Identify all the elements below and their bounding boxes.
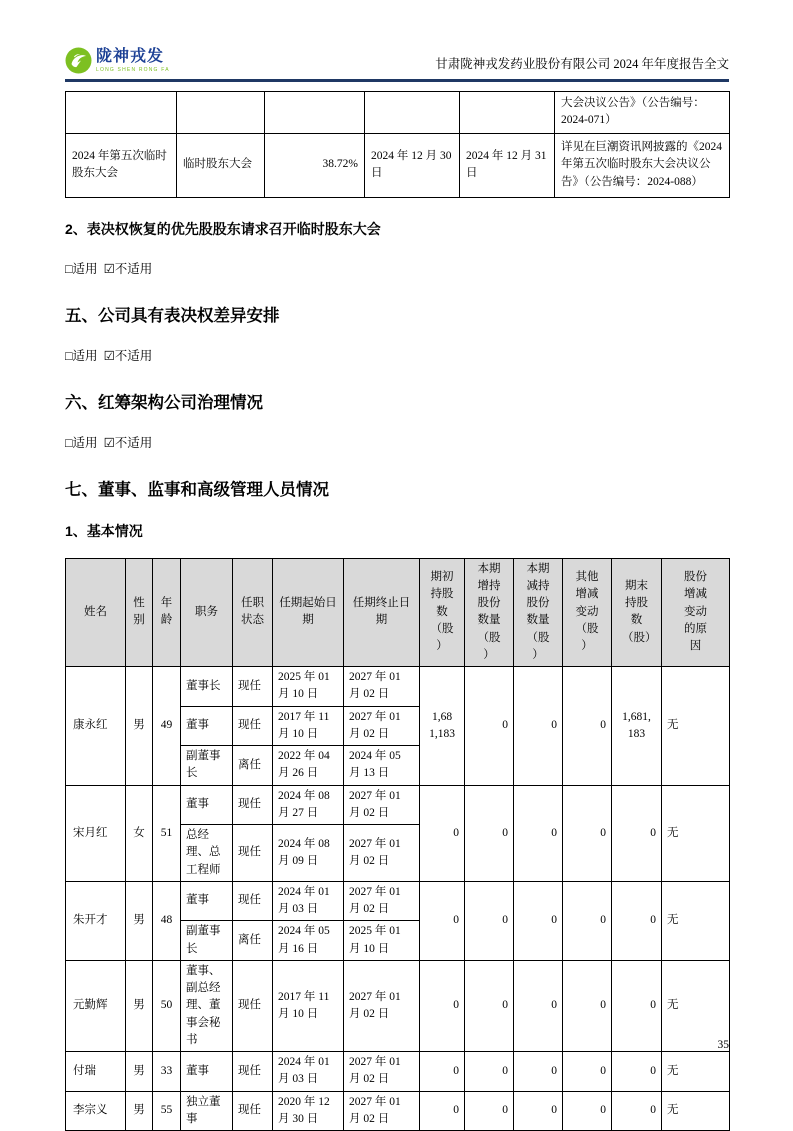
table-row-person (66, 1052, 730, 1092)
cell-status: 现任 (233, 825, 273, 882)
cell-change-reason: 无 (662, 1052, 730, 1092)
column-header: 任职状态 (233, 558, 273, 667)
cell-shares-begin: 0 (420, 1091, 465, 1131)
cell-name: 元勤辉 (66, 960, 126, 1051)
column-header: 性别 (126, 558, 153, 667)
cell-shares-end: 0 (612, 1091, 662, 1131)
cell-term-start: 2024 年 05 月 16 日 (273, 921, 344, 961)
cell-term-start: 2024 年 08 月 09 日 (273, 825, 344, 882)
cell-gender: 男 (126, 667, 153, 786)
cell-status: 现任 (233, 1091, 273, 1131)
cell-shares-decrease: 0 (514, 1052, 563, 1092)
cell-shares-begin: 0 (420, 1052, 465, 1092)
cell-empty (460, 92, 555, 134)
cell-title: 副董事长 (181, 746, 233, 786)
cell-gender: 女 (126, 785, 153, 881)
table-row-person (66, 667, 730, 707)
cell-empty (265, 92, 365, 134)
applicability-line (65, 346, 729, 364)
cell-change-reason: 无 (662, 785, 730, 881)
cell-status: 现任 (233, 706, 273, 746)
cell-shares-begin: 0 (420, 960, 465, 1051)
applicability-option-not-applicable: ☑不适用 (104, 262, 153, 276)
directors-table-header-row (66, 558, 730, 667)
cell-disclosure: 详见在巨潮资讯网披露的《2024 年第五次临时股东大会决议公告》（公告编号：2024-088） (555, 133, 730, 197)
cell-term-start: 2020 年 12 月 30 日 (273, 1091, 344, 1131)
cell-shares-increase: 0 (465, 1052, 514, 1092)
cell-term-start: 2025 年 01 月 10 日 (273, 667, 344, 707)
column-header: 股份增减变动的原因 (662, 558, 730, 667)
cell-name: 宋月红 (66, 785, 126, 881)
cell-shares-end: 0 (612, 785, 662, 881)
applicability-line (65, 259, 729, 277)
cell-status: 现任 (233, 1052, 273, 1092)
cell-term-end: 2027 年 01 月 02 日 (344, 960, 420, 1051)
cell-change-reason: 无 (662, 667, 730, 786)
cell-shares-begin: 0 (420, 785, 465, 881)
cell-term-end: 2027 年 01 月 02 日 (344, 1091, 420, 1131)
cell-status: 现任 (233, 881, 273, 921)
directors-table (65, 558, 730, 1131)
report-title: 甘肃陇神戎发药业股份有限公司 2024 年年度报告全文 (435, 57, 729, 74)
cell-name: 李宗义 (66, 1091, 126, 1131)
cell-shares-other: 0 (563, 1052, 612, 1092)
table-row-meeting (66, 133, 730, 197)
cell-shares-increase: 0 (465, 667, 514, 786)
cell-term-start: 2024 年 08 月 27 日 (273, 785, 344, 825)
cell-title: 董事长 (181, 667, 233, 707)
cell-shares-begin: 1,681,183 (420, 667, 465, 786)
cell-name: 康永红 (66, 667, 126, 786)
page-header (65, 0, 729, 82)
column-header: 姓名 (66, 558, 126, 667)
cell-shares-decrease: 0 (514, 881, 563, 960)
logo-text (96, 49, 170, 73)
cell-shares-end: 0 (612, 960, 662, 1051)
cell-title: 独立董事 (181, 1091, 233, 1131)
cell-title: 董事 (181, 1052, 233, 1092)
column-header: 任期起始日期 (273, 558, 344, 667)
column-header: 本期减持股份数量（股） (514, 558, 563, 667)
column-header: 职务 (181, 558, 233, 667)
cell-title: 副董事长 (181, 921, 233, 961)
applicability-option-applicable: □适用 (65, 349, 98, 363)
table-row-person (66, 1091, 730, 1131)
cell-term-start: 2024 年 01 月 03 日 (273, 881, 344, 921)
cell-title: 董事、副总经理、董事会秘书 (181, 960, 233, 1051)
cell-disclosure-date: 2024 年 12 月 31 日 (460, 133, 555, 197)
applicability-option-not-applicable: ☑不适用 (104, 436, 153, 450)
table-row-person (66, 881, 730, 921)
cell-meeting-date: 2024 年 12 月 30 日 (365, 133, 460, 197)
cell-term-end: 2024 年 05 月 13 日 (344, 746, 420, 786)
cell-shares-other: 0 (563, 667, 612, 786)
page-number: 35 (669, 1039, 729, 1051)
logo-icon (65, 47, 92, 74)
cell-status: 现任 (233, 960, 273, 1051)
cell-shares-end: 0 (612, 881, 662, 960)
cell-gender: 男 (126, 881, 153, 960)
section-heading-6: 六、红筹架构公司治理情况 (65, 389, 729, 413)
cell-term-end: 2027 年 01 月 02 日 (344, 785, 420, 825)
cell-shares-decrease: 0 (514, 960, 563, 1051)
column-header: 年龄 (153, 558, 181, 667)
section-heading-2: 2、表决权恢复的优先股股东请求召开临时股东大会 (65, 219, 729, 239)
cell-age: 48 (153, 881, 181, 960)
column-header: 期末持股数（股） (612, 558, 662, 667)
cell-shares-increase: 0 (465, 1091, 514, 1131)
cell-gender: 男 (126, 960, 153, 1051)
cell-empty (177, 92, 265, 134)
section-heading-5: 五、公司具有表决权差异安排 (65, 302, 729, 326)
cell-change-reason: 无 (662, 881, 730, 960)
cell-age: 49 (153, 667, 181, 786)
cell-shares-increase: 0 (465, 960, 514, 1051)
cell-change-reason: 无 (662, 1091, 730, 1131)
cell-shares-increase: 0 (465, 881, 514, 960)
cell-gender: 男 (126, 1052, 153, 1092)
cell-shares-end: 1,681,183 (612, 667, 662, 786)
cell-empty (365, 92, 460, 134)
applicability-option-applicable: □适用 (65, 436, 98, 450)
cell-shares-decrease: 0 (514, 1091, 563, 1131)
applicability-option-not-applicable: ☑不适用 (104, 349, 153, 363)
column-header: 期初持股数（股） (420, 558, 465, 667)
cell-title: 总经理、总工程师 (181, 825, 233, 882)
cell-age: 33 (153, 1052, 181, 1092)
cell-title: 董事 (181, 881, 233, 921)
cell-session: 2024 年第五次临时股东大会 (66, 133, 177, 197)
cell-shares-decrease: 0 (514, 667, 563, 786)
cell-age: 55 (153, 1091, 181, 1131)
cell-status: 离任 (233, 921, 273, 961)
applicability-line (65, 433, 729, 451)
company-logo (65, 47, 170, 74)
cell-term-start: 2017 年 11 月 10 日 (273, 706, 344, 746)
cell-meeting-type: 临时股东大会 (177, 133, 265, 197)
cell-shares-increase: 0 (465, 785, 514, 881)
cell-title: 董事 (181, 785, 233, 825)
cell-term-end: 2027 年 01 月 02 日 (344, 706, 420, 746)
cell-change-reason: 无 (662, 960, 730, 1051)
cell-participation-ratio: 38.72% (265, 133, 365, 197)
cell-status: 离任 (233, 746, 273, 786)
cell-term-end: 2027 年 01 月 02 日 (344, 881, 420, 921)
table-row-continued (66, 92, 730, 134)
table-row-person (66, 960, 730, 1051)
cell-shares-end: 0 (612, 1052, 662, 1092)
logo-cn-text: 陇神戎发 (96, 49, 170, 65)
section-heading-7: 七、董事、监事和高级管理人员情况 (65, 476, 729, 500)
cell-gender: 男 (126, 1091, 153, 1131)
column-header: 本期增持股份数量（股） (465, 558, 514, 667)
cell-status: 现任 (233, 785, 273, 825)
cell-age: 51 (153, 785, 181, 881)
cell-age: 50 (153, 960, 181, 1051)
cell-shares-other: 0 (563, 960, 612, 1051)
applicability-option-applicable: □适用 (65, 262, 98, 276)
cell-term-start: 2022 年 04 月 26 日 (273, 746, 344, 786)
cell-term-end: 2025 年 01 月 10 日 (344, 921, 420, 961)
cell-shares-other: 0 (563, 785, 612, 881)
cell-term-end: 2027 年 01 月 02 日 (344, 1052, 420, 1092)
logo-en-text: LONG SHEN RONG FA (96, 67, 170, 73)
cell-term-start: 2024 年 01 月 03 日 (273, 1052, 344, 1092)
shareholder-meetings-table (65, 91, 730, 198)
cell-name: 付瑞 (66, 1052, 126, 1092)
cell-shares-decrease: 0 (514, 785, 563, 881)
cell-status: 现任 (233, 667, 273, 707)
cell-shares-other: 0 (563, 1091, 612, 1131)
column-header: 其他增减变动（股） (563, 558, 612, 667)
cell-name: 朱开才 (66, 881, 126, 960)
cell-shares-other: 0 (563, 881, 612, 960)
cell-term-start: 2017 年 11 月 10 日 (273, 960, 344, 1051)
cell-shares-begin: 0 (420, 881, 465, 960)
column-header: 任期终止日期 (344, 558, 420, 667)
section-heading-7-1: 1、基本情况 (65, 521, 729, 541)
cell-term-end: 2027 年 01 月 02 日 (344, 667, 420, 707)
cell-empty (66, 92, 177, 134)
cell-disclosure: 大会决议公告》（公告编号：2024-071） (555, 92, 730, 134)
cell-title: 董事 (181, 706, 233, 746)
table-row-person (66, 785, 730, 825)
cell-term-end: 2027 年 01 月 02 日 (344, 825, 420, 882)
